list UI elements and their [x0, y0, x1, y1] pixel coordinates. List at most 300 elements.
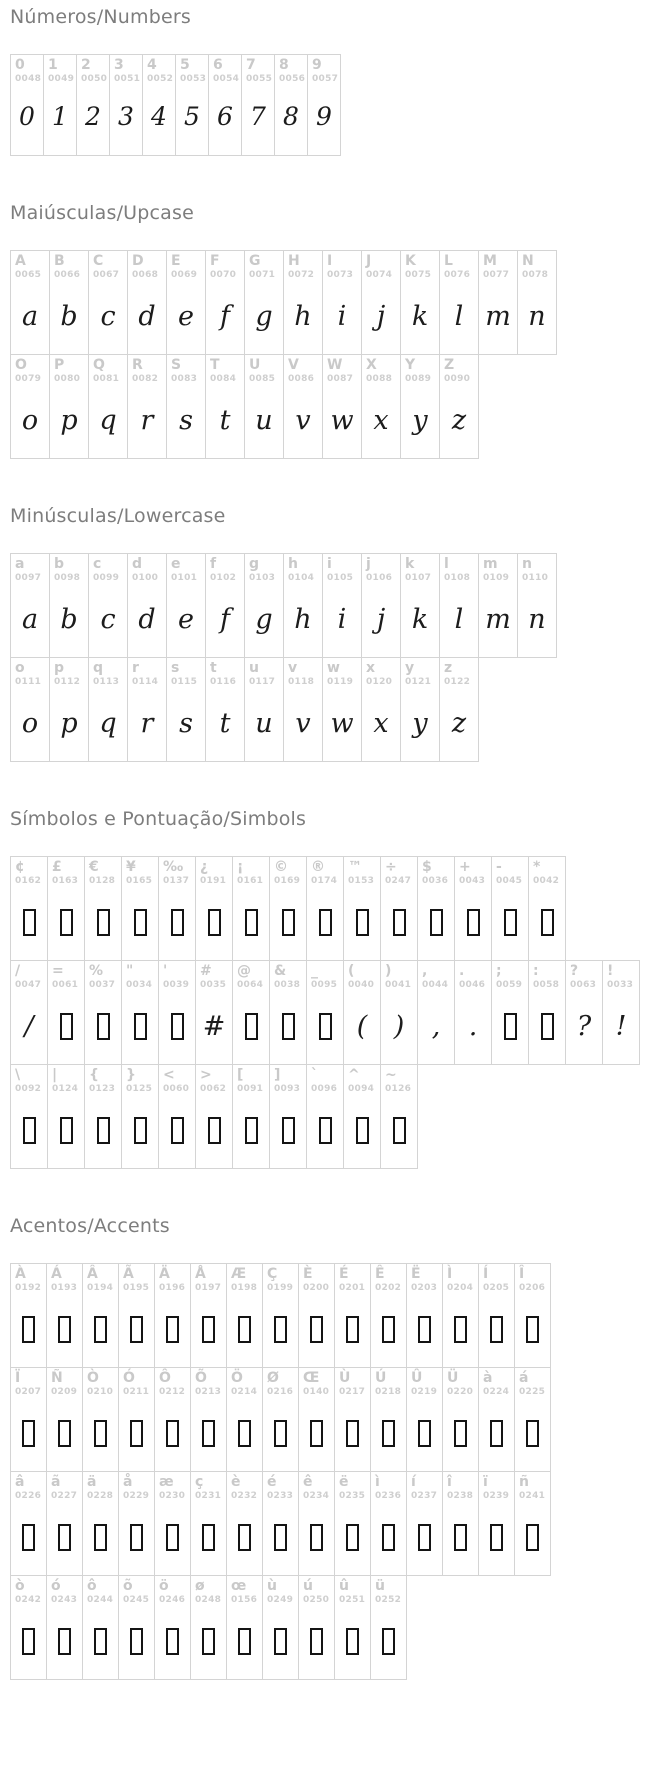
tofu-icon — [282, 1117, 295, 1144]
char-cell-0243 — [46, 1575, 83, 1680]
char-cell-0228 — [82, 1471, 119, 1576]
char-label: _ — [311, 963, 318, 979]
char-cell-0103 — [244, 553, 284, 658]
char-cell-0043 — [454, 856, 492, 961]
tofu-icon — [58, 1524, 71, 1551]
char-code: 0036 — [422, 876, 449, 886]
char-label: L — [444, 253, 453, 269]
char-label: î — [447, 1474, 452, 1490]
char-code: 0049 — [48, 74, 75, 84]
missing-glyph-box — [47, 1616, 82, 1666]
glyph-sample: 0 — [19, 101, 35, 131]
char-code: 0112 — [54, 677, 81, 687]
missing-glyph-box — [299, 1512, 334, 1562]
char-code: 0104 — [288, 573, 315, 583]
tofu-icon — [282, 909, 295, 936]
char-code: 0033 — [607, 980, 634, 990]
glyph-sample: u — [255, 404, 273, 436]
char-label: Ñ — [51, 1370, 63, 1386]
char-label: ~ — [385, 1067, 397, 1083]
char-cell-0046 — [454, 960, 492, 1065]
char-cell-0212 — [154, 1367, 191, 1472]
char-cell-0199 — [262, 1263, 299, 1368]
char-cell-0099 — [88, 553, 128, 658]
missing-glyph-box — [159, 1001, 195, 1051]
glyph-row — [10, 354, 661, 459]
glyph-sample: 8 — [283, 101, 299, 131]
char-code: 0210 — [87, 1387, 114, 1397]
char-cell-0066 — [49, 250, 89, 355]
char-label: Æ — [231, 1266, 247, 1282]
char-code: 0089 — [405, 374, 432, 384]
char-label: n — [522, 556, 532, 572]
glyph-sample: i — [337, 300, 347, 332]
char-cell-0162 — [10, 856, 48, 961]
tofu-icon — [202, 1316, 215, 1343]
char-cell-0230 — [154, 1471, 191, 1576]
char-code: 0077 — [483, 270, 510, 280]
char-label: 2 — [81, 57, 91, 73]
glyph-sample: f — [220, 603, 230, 635]
missing-glyph-box — [381, 1105, 417, 1155]
missing-glyph-box — [443, 1512, 478, 1562]
char-code: 0041 — [385, 980, 412, 990]
glyph-sample: o — [21, 707, 39, 739]
char-label: Å — [195, 1266, 206, 1282]
char-cell-0060 — [158, 1064, 196, 1169]
char-code: 0250 — [303, 1595, 330, 1605]
char-code: 0062 — [200, 1084, 227, 1094]
char-code: 0225 — [519, 1387, 546, 1397]
tofu-icon — [245, 1117, 258, 1144]
char-label: 5 — [180, 57, 190, 73]
glyph-sample: g — [255, 603, 273, 635]
char-label: 1 — [48, 57, 58, 73]
char-label: = — [52, 963, 64, 979]
glyph-sample: 9 — [316, 101, 332, 131]
char-label: * — [533, 859, 541, 875]
glyph-sample: x — [373, 707, 389, 739]
char-label: ¥ — [126, 859, 136, 875]
char-cell-0202 — [370, 1263, 407, 1368]
glyph-sample: j — [376, 603, 386, 635]
missing-glyph-box — [299, 1408, 334, 1458]
char-cell-0210 — [82, 1367, 119, 1472]
glyph-row — [10, 657, 661, 762]
char-code: 0040 — [348, 980, 375, 990]
glyph-sample: y — [412, 707, 428, 739]
char-label: ( — [348, 963, 355, 979]
char-code: 0090 — [444, 374, 471, 384]
char-label: û — [339, 1578, 349, 1594]
char-label: # — [200, 963, 212, 979]
missing-glyph-box — [159, 897, 195, 947]
char-cell-0226 — [10, 1471, 47, 1576]
missing-glyph-box — [227, 1512, 262, 1562]
missing-glyph-box — [515, 1304, 550, 1354]
char-code: 0080 — [54, 374, 81, 384]
tofu-icon — [282, 1013, 295, 1040]
char-cell-0198 — [226, 1263, 263, 1368]
char-cell-0048 — [10, 54, 44, 156]
char-label: + — [459, 859, 471, 875]
tofu-icon — [130, 1316, 143, 1343]
char-label: ë — [339, 1474, 349, 1490]
char-code: 0087 — [327, 374, 354, 384]
char-code: 0201 — [339, 1283, 366, 1293]
char-code: 0137 — [163, 876, 190, 886]
section-numbers — [10, 6, 661, 156]
char-code: 0034 — [126, 980, 153, 990]
char-label: á — [519, 1370, 529, 1386]
char-label: 7 — [246, 57, 256, 73]
char-code: 0230 — [159, 1491, 186, 1501]
glyph-sample: d — [138, 603, 156, 635]
char-label: , — [422, 963, 428, 979]
char-cell-0051 — [109, 54, 143, 156]
char-cell-0227 — [46, 1471, 83, 1576]
tofu-icon — [490, 1316, 503, 1343]
tofu-icon — [382, 1524, 395, 1551]
tofu-icon — [356, 1117, 369, 1144]
missing-glyph-box — [407, 1512, 442, 1562]
char-cell-0052 — [142, 54, 176, 156]
char-label: Â — [87, 1266, 98, 1282]
char-code: 0055 — [246, 74, 273, 84]
char-cell-0047 — [10, 960, 48, 1065]
missing-glyph-box — [371, 1408, 406, 1458]
char-code: 0193 — [51, 1283, 78, 1293]
char-code: 0195 — [123, 1283, 150, 1293]
char-code: 0046 — [459, 980, 486, 990]
char-code: 0078 — [522, 270, 549, 280]
missing-glyph-box — [191, 1304, 226, 1354]
char-label: ¢ — [15, 859, 25, 875]
char-code: 0107 — [405, 573, 432, 583]
missing-glyph-box — [11, 1408, 46, 1458]
missing-glyph-box — [479, 1512, 514, 1562]
char-code: 0071 — [249, 270, 276, 280]
missing-glyph-box — [307, 1105, 343, 1155]
tofu-icon — [22, 1420, 35, 1447]
char-label: E — [171, 253, 181, 269]
char-code: 0204 — [447, 1283, 474, 1293]
char-label: R — [132, 357, 143, 373]
char-code: 0246 — [159, 1595, 186, 1605]
char-label: U — [249, 357, 261, 373]
char-cell-0220 — [442, 1367, 479, 1472]
section-symbols — [10, 808, 661, 1169]
char-label: q — [93, 660, 104, 676]
char-label: Ü — [447, 1370, 459, 1386]
char-code: 0119 — [327, 677, 354, 687]
char-code: 0117 — [249, 677, 276, 687]
char-cell-0249 — [262, 1575, 299, 1680]
char-code: 0037 — [89, 980, 116, 990]
tofu-icon — [23, 1117, 36, 1144]
missing-glyph-box — [407, 1408, 442, 1458]
char-cell-0037 — [84, 960, 122, 1065]
char-cell-0125 — [121, 1064, 159, 1169]
char-code: 0245 — [123, 1595, 150, 1605]
char-code: 0203 — [411, 1283, 438, 1293]
missing-glyph-box — [233, 897, 269, 947]
char-cell-0111 — [10, 657, 50, 762]
char-code: 0102 — [210, 573, 237, 583]
char-code: 0211 — [123, 1387, 150, 1397]
char-code: 0042 — [533, 876, 560, 886]
tofu-icon — [319, 1013, 332, 1040]
char-label: ' — [163, 963, 168, 979]
char-cell-0229 — [118, 1471, 155, 1576]
char-code: 0048 — [15, 74, 42, 84]
char-cell-0084 — [205, 354, 245, 459]
char-cell-0121 — [400, 657, 440, 762]
char-label: > — [200, 1067, 212, 1083]
char-label: ¡ — [237, 859, 244, 875]
glyph-row — [10, 250, 661, 355]
glyph-sample: s — [179, 404, 193, 436]
char-code: 0074 — [366, 270, 393, 280]
char-cell-0115 — [166, 657, 206, 762]
char-code: 0191 — [200, 876, 227, 886]
char-label: \ — [15, 1067, 21, 1083]
char-label: é — [267, 1474, 277, 1490]
tofu-icon — [418, 1316, 431, 1343]
char-cell-0237 — [406, 1471, 443, 1576]
char-cell-0236 — [370, 1471, 407, 1576]
tofu-icon — [166, 1628, 179, 1655]
char-cell-0219 — [406, 1367, 443, 1472]
section-title-numbers: Números/Numbers — [10, 6, 191, 28]
char-label: Õ — [195, 1370, 207, 1386]
char-code: 0162 — [15, 876, 42, 886]
char-cell-0105 — [322, 553, 362, 658]
char-label: % — [89, 963, 104, 979]
char-cell-0197 — [190, 1263, 227, 1368]
glyph-sample: b — [60, 300, 78, 332]
char-label: Ã — [123, 1266, 134, 1282]
char-cell-0049 — [43, 54, 77, 156]
tofu-icon — [490, 1420, 503, 1447]
missing-glyph-box — [381, 897, 417, 947]
char-code: 0125 — [126, 1084, 153, 1094]
tofu-icon — [238, 1420, 251, 1447]
char-code: 0161 — [237, 876, 264, 886]
char-code: 0214 — [231, 1387, 258, 1397]
glyph-row — [10, 1575, 661, 1680]
tofu-icon — [202, 1628, 215, 1655]
tofu-icon — [58, 1628, 71, 1655]
char-code: 0100 — [132, 573, 159, 583]
missing-glyph-box — [48, 1001, 84, 1051]
char-label: 9 — [312, 57, 322, 73]
char-code: 0054 — [213, 74, 240, 84]
glyph-sample: 5 — [184, 101, 200, 131]
char-cell-0053 — [175, 54, 209, 156]
tofu-icon — [134, 1013, 147, 1040]
char-code: 0064 — [237, 980, 264, 990]
char-label: s — [171, 660, 180, 676]
char-cell-0200 — [298, 1263, 335, 1368]
char-label: Á — [51, 1266, 62, 1282]
char-code: 0076 — [444, 270, 471, 280]
missing-glyph-box — [515, 1512, 550, 1562]
char-label: È — [303, 1266, 313, 1282]
missing-glyph-box — [155, 1616, 190, 1666]
char-cell-0041 — [380, 960, 418, 1065]
char-cell-0252 — [370, 1575, 407, 1680]
char-code: 0196 — [159, 1283, 186, 1293]
char-label: ¿ — [200, 859, 209, 875]
char-code: 0153 — [348, 876, 375, 886]
char-cell-0069 — [166, 250, 206, 355]
char-label: Í — [483, 1266, 489, 1282]
char-code: 0244 — [87, 1595, 114, 1605]
missing-glyph-box — [344, 897, 380, 947]
char-label: œ — [231, 1578, 247, 1594]
tofu-icon — [171, 1013, 184, 1040]
char-cell-0109 — [478, 553, 518, 658]
char-cell-0216 — [262, 1367, 299, 1472]
tofu-icon — [171, 909, 184, 936]
char-code: 0226 — [15, 1491, 42, 1501]
glyph-sample: b — [60, 603, 78, 635]
char-cell-0083 — [166, 354, 206, 459]
char-label: p — [54, 660, 65, 676]
char-code: 0067 — [93, 270, 120, 280]
char-code: 0197 — [195, 1283, 222, 1293]
tofu-icon — [130, 1524, 143, 1551]
tofu-icon — [319, 1117, 332, 1144]
char-cell-0214 — [226, 1367, 263, 1472]
tofu-icon — [134, 909, 147, 936]
char-label: z — [444, 660, 453, 676]
char-label: M — [483, 253, 497, 269]
glyph-sample: v — [295, 707, 311, 739]
char-code: 0217 — [339, 1387, 366, 1397]
missing-glyph-box — [119, 1616, 154, 1666]
missing-glyph-box — [270, 1105, 306, 1155]
missing-glyph-box — [371, 1512, 406, 1562]
char-code: 0092 — [15, 1084, 42, 1094]
char-cell-0161 — [232, 856, 270, 961]
missing-glyph-box — [191, 1408, 226, 1458]
glyph-sample: 3 — [118, 101, 134, 131]
missing-glyph-box — [529, 897, 565, 947]
missing-glyph-box — [85, 897, 121, 947]
char-cell-0058 — [528, 960, 566, 1065]
glyph-sample: o — [21, 404, 39, 436]
char-code: 0206 — [519, 1283, 546, 1293]
char-code: 0070 — [210, 270, 237, 280]
char-label: Ù — [339, 1370, 351, 1386]
char-code: 0108 — [444, 573, 471, 583]
char-code: 0106 — [366, 573, 393, 583]
char-cell-0213 — [190, 1367, 227, 1472]
char-cell-0033 — [602, 960, 640, 1065]
char-label: [ — [237, 1067, 244, 1083]
glyph-sample: l — [454, 300, 464, 332]
char-label: u — [249, 660, 259, 676]
char-label: Ú — [375, 1370, 387, 1386]
char-code: 0052 — [147, 74, 174, 84]
char-label: ê — [303, 1474, 313, 1490]
section-title-symbols: Símbolos e Pontuação/Simbols — [10, 808, 307, 830]
char-cell-0063 — [565, 960, 603, 1065]
char-label: c — [93, 556, 102, 572]
glyph-sample: q — [99, 404, 117, 436]
tofu-icon — [208, 1117, 221, 1144]
char-code: 0103 — [249, 573, 276, 583]
missing-glyph-box — [48, 897, 84, 947]
missing-glyph-box — [191, 1512, 226, 1562]
char-code: 0194 — [87, 1283, 114, 1293]
char-label: ^ — [348, 1067, 360, 1083]
char-code: 0053 — [180, 74, 207, 84]
char-label: ã — [51, 1474, 61, 1490]
char-label: Ë — [411, 1266, 421, 1282]
char-code: 0163 — [52, 876, 79, 886]
char-code: 0081 — [93, 374, 120, 384]
tofu-icon — [526, 1524, 539, 1551]
char-code: 0066 — [54, 270, 81, 280]
char-code: 0086 — [288, 374, 315, 384]
char-cell-0040 — [343, 960, 381, 1065]
char-cell-0211 — [118, 1367, 155, 1472]
char-cell-0205 — [478, 1263, 515, 1368]
char-cell-0209 — [46, 1367, 83, 1472]
tofu-icon — [319, 909, 332, 936]
char-code: 0058 — [533, 980, 560, 990]
missing-glyph-box — [159, 1105, 195, 1155]
tofu-icon — [134, 1117, 147, 1144]
char-label: A — [15, 253, 26, 269]
char-cell-0239 — [478, 1471, 515, 1576]
char-label: g — [249, 556, 260, 572]
glyph-row — [10, 856, 661, 961]
char-label: i — [327, 556, 332, 572]
char-cell-0104 — [283, 553, 323, 658]
missing-glyph-box — [47, 1512, 82, 1562]
char-label: < — [163, 1067, 175, 1083]
char-code: 0169 — [274, 876, 301, 886]
char-label: Ø — [267, 1370, 279, 1386]
glyph-sample: ( — [356, 1010, 368, 1042]
char-code: 0248 — [195, 1595, 222, 1605]
missing-glyph-box — [263, 1408, 298, 1458]
char-cell-0128 — [84, 856, 122, 961]
char-code: 0098 — [54, 573, 81, 583]
missing-glyph-box — [270, 1001, 306, 1051]
glyph-sample: # — [202, 1010, 226, 1042]
char-label: 3 — [114, 57, 124, 73]
tofu-icon — [238, 1524, 251, 1551]
char-code: 0099 — [93, 573, 120, 583]
char-cell-0192 — [10, 1263, 47, 1368]
char-code: 0091 — [237, 1084, 264, 1094]
char-code: 0061 — [52, 980, 79, 990]
char-label: ä — [87, 1474, 97, 1490]
char-label: - — [496, 859, 502, 875]
char-code: 0249 — [267, 1595, 294, 1605]
missing-glyph-box — [122, 897, 158, 947]
char-code: 0227 — [51, 1491, 78, 1501]
missing-glyph-box — [83, 1408, 118, 1458]
char-code: 0044 — [422, 980, 449, 990]
char-cell-0035 — [195, 960, 233, 1065]
char-code: 0202 — [375, 1283, 402, 1293]
